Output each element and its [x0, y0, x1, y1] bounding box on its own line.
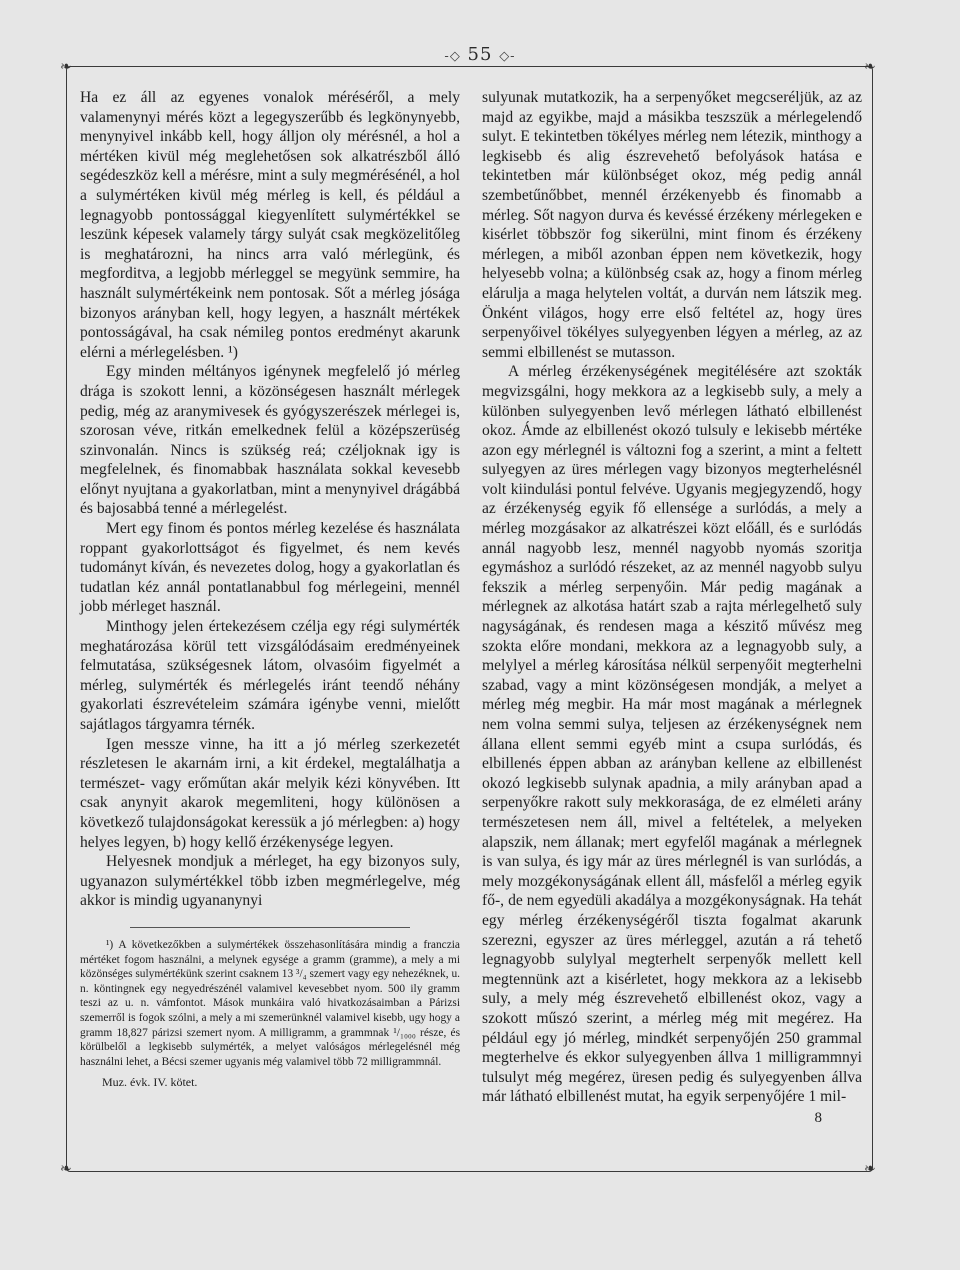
- left-column: [80, 88, 460, 1093]
- footnotes: [80, 938, 460, 1069]
- body-paragraph: Igen messze vinne, ha itt a jó mérleg szerkezetét részletesen le akarnám irni, a kit érdekel, megtalálhatja a természet- vagy erőműtan akár melyik kézi könyvében. Itt csak anynyit akarok megemliteni, hogy különösen a következő tulajdonságokat keressük a jó mérlegben: a) hogy helyes legyen, b) hogy kellő érzékenysége legyen.: [80, 735, 460, 851]
- body-paragraph: Ha ez áll az egyenes vonalok méréséről, a mely valamenynyi mérés közt a legegyszerűbb és legkönynyebb, menynyivel inkább kell, hogy álljon oly mérésnél, a hol a mértéken kivül még meglehetősen sok alkatrészből álló segédeszköz kell a mérésre, mint a suly megmérésénél, a hol a sulymértéken kivül még mérleg is kell, és például a legnagyobb pontossággal kiegyenlített sulymértékkel se leszünk képesek valamely tárgy sulyát csak megközelitőleg is meghatározni, ha nincs arra való mérlegünk, és megforditva, a legjobb mérleggel se megyünk semmire, ha használt sulymértékeink nem pontosak. Sőt a mérleg jósága bizonyos arányban kell, hogy legyen, a használt mértékek pontosságával, ha csak némileg pontos eredményt akarunk elérni a mérlegelésben. ¹): [80, 89, 460, 361]
- body-paragraph: Mert egy finom és pontos mérleg kezelése és használata roppant gyakorlottságot és figyelmet, és nem kevés tudományt kíván, és nevezetes dolog, hogy a gyakorlatlan és tudatlan kéz annál pontatlanabbul fog mérlegeini, mennél jobb mérleget használ.: [80, 520, 460, 616]
- frame-corner-ornament: ❧: [864, 1161, 876, 1177]
- body-paragraph: A mérleg érzékenységének megitélésére azt szokták megvizsgálni, hogy mekkora az a legkisebb suly, a mely a különben sulyegyenben levő mérlegen látható elbillenést okoz. Ámde az elbillenést okozó tulsuly e lekisebb mértéke azon egy mérlegnél is változni fog a szerint, a mint a feltett sulyegyen az üres mérlegen vagy bizonyos megterhelésnél volt kiindulási pontul felvéve. Ugyanis megjegyzendő, hogy az érzékenység egyik fő ellensége a surlódás, a mely a mérleg mozgásakor az alkatrészei közt előáll, és e surlódás annál nagyobb lesz, mennél nagyobb nyomás szoritja egymáshoz a surlódó részeket, az az mennél nagyobb sulyu fekszik a mérleg serpenyőin. Már pedig magának a mérlegnek az alkotása határt szab a rajta mérlegelhető suly nagyságának, és rendesen maga a készitő művész meg szokta előre mondani, mekkora az a legnagyobb suly, a melylyel a mérleg károsítása nélkül serpenyőit megterhelni szabad, vagy a mint közönségesen mondják, a melyet a mérleg még megbir. Ha már most magának a mérlegnek nem volna semmi sulya, teljesen az érzékenységnek nem állana ellent semmi egyéb mint a csupa surlódás, és elbillenés éppen abban az arányban kellene az elbillenést okozó legkisebb sulynak apadnia, a mily arányban apad a serpenyőkre rakott suly mekkorasága, de ez elméleti arány természetesen nem áll, mivel a feltételek, a melyeken alapszik, nem állanak; mert egyfelől magának a mérlegnek is van sulya, és igy már az üres mérlegnél is van surlódás, a mely mozgékonyságának ellent áll, másfelől a mérleg egyik fő-, de nem egyedüli akadálya a mozgékonyságnak. Ha tehát egy mérleg érzékenységéről tiszta fogalmat akarunk szerezni, egyszer az üres mérleggel, azután a rá tehető legnagyobb sulylyal megterhelt serpenyők mellett kell megtennünk azt a kisérletet, hogy mekkora az a lekisebb suly, a mely még észrevehető elbillenést okoz, vagy a szokott műszó szerint, a mérleg még mit megérez. Ha például egy jó mérleg, mindkét serpenyőjén 250 grammal megterhelve és ekkor sulyegyenben állva 1 milligrammnyi tulsulyt még megérez, üresen pedig és sulyegyenben állva már látható elbillenést mutat, ha egyik serpenyőjére 1 mil-: [482, 363, 862, 1106]
- footnote-separator: [130, 927, 410, 928]
- page-number: 55: [467, 44, 493, 65]
- body-paragraph: Helyesnek mondjuk a mérleget, ha egy bizonyos suly, ugyanazon sulymértékkel több izben megmérlegelve, még akkor is mindig ugyananynyi: [80, 853, 460, 910]
- page-header: [0, 44, 960, 65]
- signature-number: 8: [814, 1109, 822, 1126]
- frame-corner-ornament: ❧: [864, 59, 876, 75]
- header-ornament-left: -◇: [444, 49, 461, 64]
- body-paragraph: Egy minden méltányos igénynek megfelelő jó mérleg drága is szokott lenni, a közönségesen használt mérlegek pedig, még az aranymivesek és gyógyszerészek mérlegei is, szorosan véve, ritkán emelkednek felül a középszerüség szinvonalán. Nincs is szükség reá; czéljoknak igy is megfelelnek, és finomabbak használata sokkal kevesebb előnyt nyujtana a gyakorlatban, mint a menynyivel drágábbá és bajosabbá tenné a mérlegelést.: [80, 363, 460, 518]
- right-column: [482, 88, 862, 1128]
- body-paragraph: sulyunak mutatkozik, ha a serpenyőket megcseréljük, az az majd az egyikbe, majd a másikba teszszük a mérlegelendő sulyt. E tekintetben tökélyes mérleg nem létezik, minthogy a legkisebb és alig észrevehető befolyások hatása e tekintetben már különbséget okoz, még pedig annál szembetűnőbbet, mennél érzékenyebb és finomabb a mérleg. Sőt nagyon durva és kevéssé érzékeny mérlegeken e kisérlet többször fog sikerülni, mint finom és érzékeny mérlegen, a miből azonban éppen nem következik, hogy helyesebb volna; a különbség csak az, hogy a finom mérleg elárulja a maga helytelen voltát, a durván nem látszik meg. Önként világos, hogy erre első feltétel az, hogy üres serpenyőivel tökélyes sulyegyenben légyen a mérleg, az az semmi elbillenést se mutasson.: [482, 89, 862, 361]
- body-paragraph: Minthogy jelen értekezésem czélja egy régi sulymérték meghatározása körül tett vizsgálódásaim eredményeinek felmutatása, szükségesnek látom, olvasóim figyelmét a mérleg, sulymérték és mérlegelés iránt teendő néhány gyakorlati észrevételeim számára igénybe venni, mielőtt sajátlagos tárgyamra térnék.: [80, 618, 460, 733]
- frame-corner-ornament: ❧: [60, 59, 72, 75]
- header-ornament-right: ◇-: [499, 49, 516, 64]
- frame-corner-ornament: ❧: [60, 1161, 72, 1177]
- signature-mark: Muz. évk. IV. kötet.: [102, 1075, 198, 1090]
- footnote: ¹) A következőkben a sulymértékek összehasonlítására mindig a franczia mértéket fogom használni, a melynek egysége a gramm (gramme), a mely a mi közönséges sulymértékünk szerint csaknem 13 ³/₄ szemert vagy egy nehezéknek, u. n. köntingnek egy negyedrészénél valamivel kevesebbet nyom. 500 ily gramm teszi az u. n. vámfontot. Mások munkáira való hivatkozásaimban a Párizsi szemerről is fogok szólni, a mely a mi szemerünknél valamivel kisebb, ugy hogy a gramm 18,827 párizsi szemert nyom. A milligramm, a grammnak ¹/₁₀₀₀ része, és körülbelől a legkisebb sulymérték, a melyet valóságos mérlegelésnél még használni lehet, a Bécsi szemer ugyanis még valamivel több 72 milligrammnál.: [80, 938, 460, 1068]
